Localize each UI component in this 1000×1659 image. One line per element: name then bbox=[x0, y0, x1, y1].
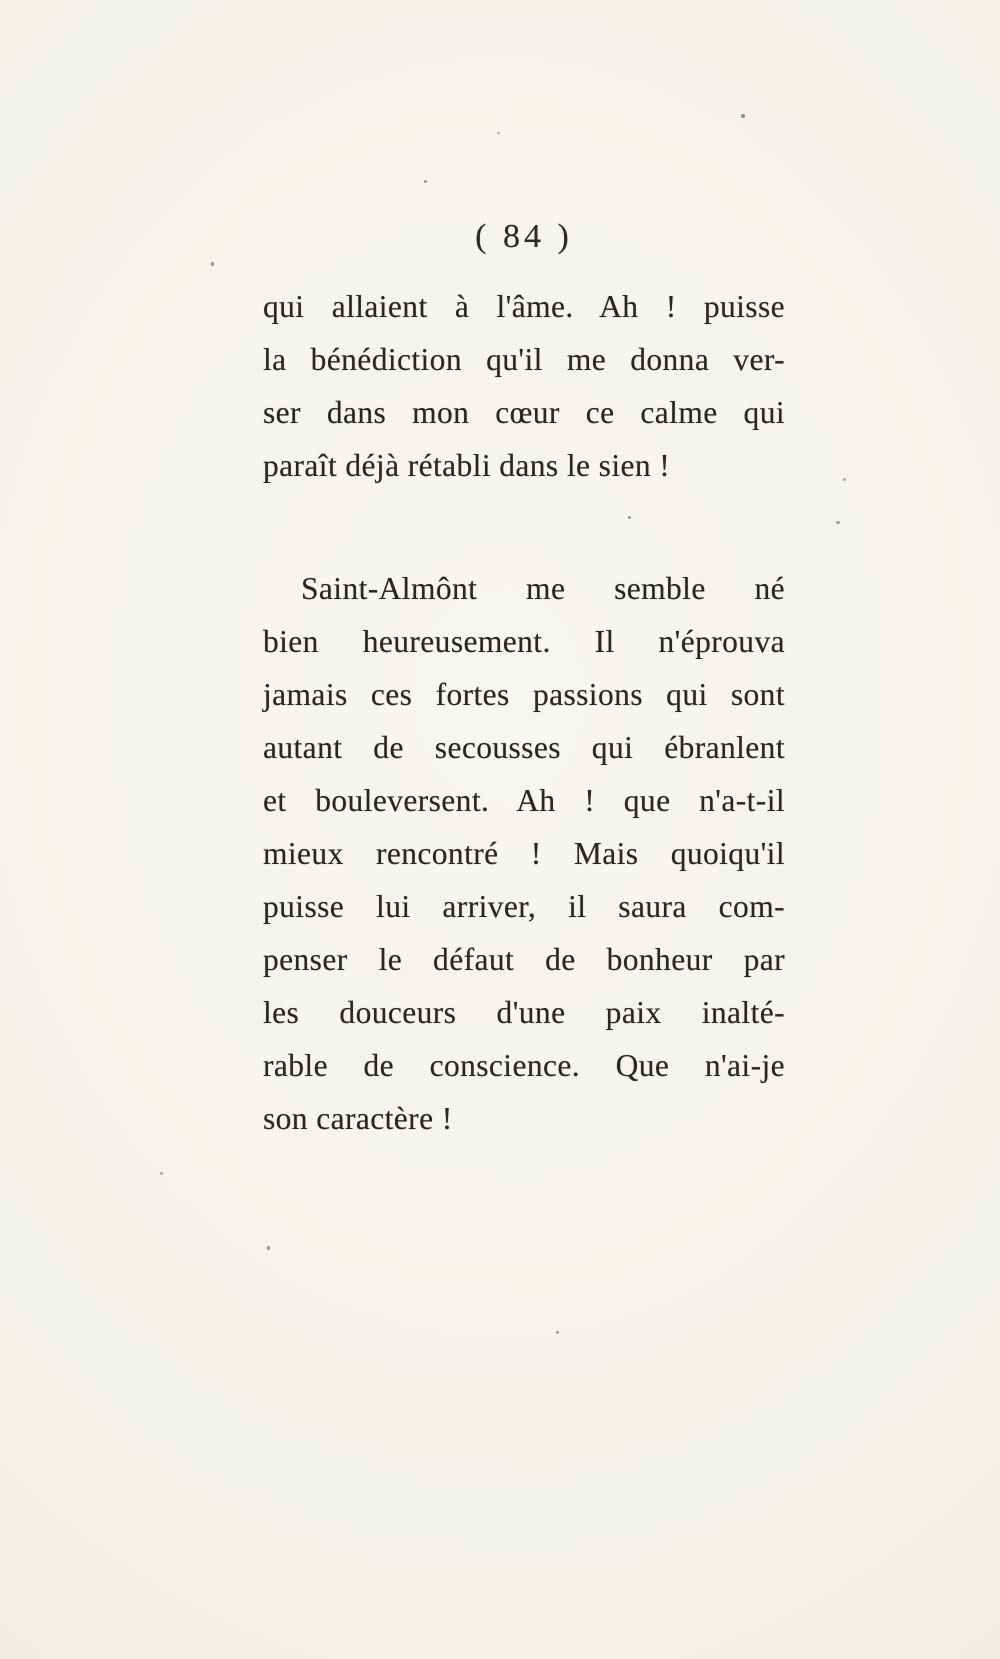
text-line: les douceurs d'une paix inalté- bbox=[263, 995, 785, 1030]
ink-speck bbox=[267, 1246, 270, 1250]
text-line: la bénédiction qu'il me donna ver- bbox=[263, 342, 785, 377]
ink-speck bbox=[556, 1331, 559, 1334]
text-line: son caractère ! bbox=[263, 1101, 453, 1136]
text-line: paraît déjà rétabli dans le sien ! bbox=[263, 448, 671, 483]
text-line: rable de conscience. Que n'ai-je bbox=[263, 1048, 785, 1083]
ink-speck bbox=[836, 521, 840, 524]
text-block bbox=[263, 280, 785, 1145]
page-number: ( 84 ) bbox=[475, 218, 573, 255]
text-line: et bouleversent. Ah ! que n'a-t-il bbox=[263, 783, 785, 818]
paragraph bbox=[263, 562, 785, 1145]
text-line: mieux rencontré ! Mais quoiqu'il bbox=[263, 836, 785, 871]
ink-speck bbox=[424, 180, 427, 183]
ink-speck bbox=[741, 114, 745, 118]
text-line: ser dans mon cœur ce calme qui bbox=[263, 395, 785, 430]
ink-speck bbox=[497, 131, 501, 134]
paragraph bbox=[263, 280, 785, 492]
text-line: jamais ces fortes passions qui sont bbox=[263, 677, 785, 712]
ink-speck bbox=[160, 1172, 163, 1175]
text-line: Saint-Almônt me semble né bbox=[301, 571, 785, 606]
text-line: autant de secousses qui ébranlent bbox=[263, 730, 785, 765]
text-line: penser le défaut de bonheur par bbox=[263, 942, 785, 977]
text-line: puisse lui arriver, il saura com- bbox=[263, 889, 785, 924]
ink-speck bbox=[843, 478, 846, 481]
text-line: qui allaient à l'âme. Ah ! puisse bbox=[263, 289, 785, 324]
text-line: bien heureusement. Il n'éprouva bbox=[263, 624, 785, 659]
ink-speck bbox=[211, 262, 214, 266]
